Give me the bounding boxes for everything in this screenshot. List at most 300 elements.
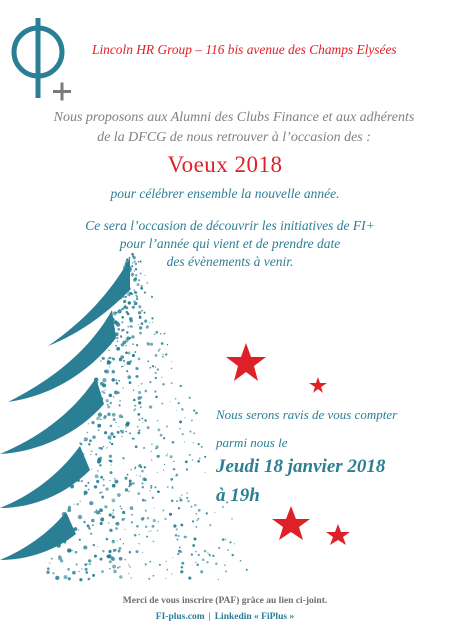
tree-dot xyxy=(134,291,137,294)
tree-dot xyxy=(166,561,167,562)
tree-dot xyxy=(170,401,171,402)
tree-dot xyxy=(155,366,156,367)
tree-dot xyxy=(215,562,218,565)
tree-dot xyxy=(231,518,233,520)
tree-dot xyxy=(145,390,148,393)
tree-dot xyxy=(138,305,141,308)
tree-dot xyxy=(112,540,115,543)
tree-dot xyxy=(118,426,119,427)
tree-dot xyxy=(131,577,132,578)
tree-dot xyxy=(144,419,146,421)
tree-dot xyxy=(152,525,155,528)
event-date: Jeudi 18 janvier 2018 xyxy=(216,456,386,477)
tree-dot xyxy=(204,550,207,553)
tree-dot xyxy=(209,554,211,556)
tree-dot xyxy=(116,312,118,314)
tree-dot xyxy=(109,394,113,398)
tree-dot xyxy=(222,538,225,541)
tree-dot xyxy=(71,550,73,552)
tree-dot xyxy=(60,559,63,562)
tree-dot xyxy=(111,318,115,322)
tree-dot xyxy=(113,509,115,511)
tree-dot xyxy=(51,558,53,560)
tree-dot xyxy=(138,358,141,361)
tree-dot xyxy=(118,380,120,382)
tree-dot xyxy=(164,333,166,335)
tree-dot xyxy=(138,534,139,535)
tree-dot xyxy=(176,538,178,540)
tree-dot xyxy=(128,564,129,565)
tree-dot xyxy=(140,261,142,263)
tree-dot xyxy=(112,565,116,569)
tree-dot xyxy=(227,549,229,551)
tree-dot xyxy=(151,296,153,298)
tree-dot xyxy=(140,406,142,408)
tree-dot xyxy=(157,428,160,431)
tree-dot xyxy=(85,568,88,571)
tree-dot xyxy=(218,579,219,580)
tree-dot xyxy=(94,485,97,488)
tree-dot xyxy=(78,571,79,572)
tree-dot xyxy=(137,431,140,434)
tree-dot xyxy=(101,391,103,393)
tree-dot xyxy=(91,519,95,523)
tree-dot xyxy=(78,515,82,519)
tree-dot xyxy=(184,417,185,418)
tree-dot xyxy=(123,300,126,303)
tree-dot xyxy=(144,291,146,293)
tree-dot xyxy=(125,431,127,433)
tree-dot xyxy=(62,541,63,542)
tree-dot xyxy=(123,366,124,367)
tree-dot xyxy=(83,472,84,473)
tree-dot xyxy=(128,491,130,493)
tree-dot xyxy=(115,379,117,381)
tree-dot xyxy=(121,508,123,510)
tree-dot xyxy=(181,566,184,569)
tree-dot xyxy=(112,512,113,513)
tree-dot xyxy=(100,382,104,386)
tree-dot xyxy=(141,418,143,420)
tree-dot xyxy=(126,258,129,261)
tree-dot xyxy=(141,482,143,484)
tree-dot xyxy=(163,354,164,355)
tree-dot xyxy=(84,563,87,566)
tree-dot xyxy=(117,340,119,342)
tree-dot xyxy=(123,360,125,362)
tree-dot xyxy=(176,473,178,475)
tree-dot xyxy=(119,400,121,402)
tree-dot xyxy=(125,273,127,275)
tree-dot xyxy=(162,509,164,511)
tree-dot xyxy=(125,488,128,491)
tree-dot xyxy=(112,499,116,503)
tree-dot xyxy=(119,404,121,406)
tree-dot xyxy=(129,432,131,434)
tree-dot xyxy=(107,405,110,408)
tree-dot xyxy=(125,559,126,560)
tree-dot xyxy=(144,563,146,565)
tree-dot xyxy=(149,381,151,383)
footer-links xyxy=(0,612,450,622)
tree-dot xyxy=(125,262,128,265)
tree-dot xyxy=(146,536,148,538)
tree-dot xyxy=(132,262,134,264)
tree-dot xyxy=(123,296,125,298)
tree-dot xyxy=(86,432,88,434)
tree-dot xyxy=(150,487,152,489)
tree-dot xyxy=(91,421,94,424)
tree-dot xyxy=(113,396,115,398)
tree-dot xyxy=(119,282,122,285)
tree-dot xyxy=(150,451,151,452)
tree-dot xyxy=(95,474,99,478)
tree-dot xyxy=(129,287,131,289)
tree-dot xyxy=(153,519,156,522)
tree-dot xyxy=(109,560,112,563)
tree-dot xyxy=(116,337,118,339)
tree-dot xyxy=(102,357,105,360)
tree-dot xyxy=(195,513,197,515)
tree-dot xyxy=(142,499,145,502)
tree-dot xyxy=(109,357,111,359)
tree-dot xyxy=(157,530,158,531)
tree-dot xyxy=(161,342,164,345)
tree-dot xyxy=(97,470,99,472)
tree-dot xyxy=(139,332,142,335)
tree-dot xyxy=(74,504,75,505)
tree-dot xyxy=(128,268,132,272)
tree-dot xyxy=(132,354,135,357)
tree-dot xyxy=(207,552,208,553)
tree-dot xyxy=(109,480,110,481)
tree-dot xyxy=(95,453,97,455)
tree-dot xyxy=(155,448,157,450)
tree-dot xyxy=(111,443,113,445)
tree-dot xyxy=(171,500,174,503)
tree-dot xyxy=(115,345,117,347)
tree-dot xyxy=(127,361,131,365)
tree-dot xyxy=(212,555,214,557)
tree-dot xyxy=(195,526,197,528)
tree-dot xyxy=(132,306,135,309)
tree-dot xyxy=(89,501,93,505)
tree-dot xyxy=(108,438,109,439)
tree-dot xyxy=(126,284,129,287)
tree-dot xyxy=(197,460,200,463)
tree-dot xyxy=(116,322,120,326)
tree-dot xyxy=(145,500,147,502)
pleased-line: Nous serons ravis de vous compter xyxy=(216,407,398,422)
tree-dot xyxy=(103,484,105,486)
tree-dot xyxy=(147,360,149,362)
tree-dot xyxy=(126,422,130,426)
tree-dot xyxy=(121,436,122,437)
tree-dot xyxy=(192,520,194,522)
tree-dot xyxy=(188,577,191,580)
tree-dot xyxy=(181,408,183,410)
tree-dot xyxy=(120,538,121,539)
tree-dot xyxy=(140,272,142,274)
tree-dot xyxy=(116,522,120,526)
tree-dot xyxy=(79,539,81,541)
tree-dot xyxy=(117,328,120,331)
tree-dot xyxy=(107,554,111,558)
tree-dot xyxy=(175,398,177,400)
tree-dot xyxy=(93,406,96,409)
celebrate-line: pour célébrer ensemble la nouvelle année. xyxy=(110,186,340,201)
tree-dot xyxy=(142,552,143,553)
website-link[interactable]: FI-plus.com xyxy=(155,612,205,622)
tree-dot xyxy=(195,551,196,552)
tree-dot xyxy=(137,396,141,400)
tree-dot xyxy=(64,575,68,579)
register-line: Merci de vous inscrire (PAF) grâce au lien ci-joint. xyxy=(122,596,328,606)
tree-dot xyxy=(94,381,97,384)
tree-dot xyxy=(179,420,182,423)
tree-dot xyxy=(124,518,125,519)
tree-dot xyxy=(120,355,124,359)
tree-dot xyxy=(109,442,111,444)
tree-dot xyxy=(89,439,92,442)
tree-dot xyxy=(119,547,122,550)
tree-dot xyxy=(115,527,118,530)
tree-dot xyxy=(132,482,135,485)
tree-dot xyxy=(142,517,145,520)
tree-dot xyxy=(75,551,78,554)
tree-dot xyxy=(139,326,142,329)
tree-dot xyxy=(240,560,242,562)
tree-dot xyxy=(129,258,130,259)
tree-dot xyxy=(101,496,104,499)
tree-dot xyxy=(186,536,187,537)
tree-dot xyxy=(109,513,112,516)
tree-dot xyxy=(145,510,147,512)
tree-dot xyxy=(108,550,111,553)
tree-dot xyxy=(84,437,88,441)
tree-dot xyxy=(125,529,126,530)
tree-dot xyxy=(141,322,144,325)
tree-dot xyxy=(113,549,116,552)
tree-dot xyxy=(100,401,102,403)
tree-dot xyxy=(60,527,62,529)
tree-dot xyxy=(81,480,83,482)
tree-dot xyxy=(176,500,178,502)
tree-dot xyxy=(195,562,196,563)
tree-dot xyxy=(131,253,134,256)
tree-dot xyxy=(130,325,132,327)
tree-dot xyxy=(215,512,216,513)
tree-dot xyxy=(130,506,134,510)
tree-dot xyxy=(159,564,161,566)
tree-dot xyxy=(122,511,125,514)
tree-dot xyxy=(209,524,211,526)
tree-dot xyxy=(143,447,145,449)
tree-dot xyxy=(129,317,133,321)
tree-dot xyxy=(117,540,118,541)
tree-dot xyxy=(83,545,87,549)
tree-dot xyxy=(148,531,149,532)
tree-dot xyxy=(232,554,234,556)
tree-dot xyxy=(186,497,188,499)
tree-dot xyxy=(109,471,112,474)
tree-dot xyxy=(134,270,135,271)
tree-dot xyxy=(121,343,124,346)
tree-dot xyxy=(166,425,168,427)
tree-dot xyxy=(133,289,135,291)
tree-dot xyxy=(161,377,162,378)
tree-dot xyxy=(98,413,102,417)
tree-dot xyxy=(147,326,148,327)
tree-dot xyxy=(173,461,174,462)
tree-dot xyxy=(96,510,100,514)
tree-dot xyxy=(171,361,172,362)
tree-dot xyxy=(246,569,248,571)
tree-dot xyxy=(113,436,116,439)
tree-dot xyxy=(150,485,152,487)
tree-dot xyxy=(95,391,99,395)
tree-dot xyxy=(134,405,136,407)
tree-dot xyxy=(87,525,90,528)
tree-dot xyxy=(110,425,113,428)
tree-dot xyxy=(94,555,97,558)
tree-dot xyxy=(179,499,182,502)
tree-dot xyxy=(192,459,194,461)
tree-dot xyxy=(47,567,50,570)
tree-dot xyxy=(155,377,157,379)
tree-dot xyxy=(155,331,158,334)
tree-dot xyxy=(105,370,109,374)
tree-dot xyxy=(147,342,150,345)
tree-dot xyxy=(90,454,91,455)
tree-dot xyxy=(100,522,103,525)
tree-dot xyxy=(135,445,138,448)
tree-dot xyxy=(74,527,78,531)
tree-dot xyxy=(77,464,79,466)
tree-dot xyxy=(150,343,153,346)
tree-dot xyxy=(99,558,102,561)
fi-plus-logo xyxy=(4,10,80,102)
tree-dot xyxy=(171,382,173,384)
tree-dot xyxy=(146,282,148,284)
tree-dot xyxy=(112,515,115,518)
tree-dot xyxy=(65,537,68,540)
tree-dot xyxy=(121,321,123,323)
tree-dot xyxy=(93,544,95,546)
tree-dot xyxy=(102,378,106,382)
tree-dot xyxy=(108,350,109,351)
tree-dot xyxy=(84,467,86,469)
tree-dot xyxy=(134,302,137,305)
tree-dot xyxy=(138,543,139,544)
tree-dot xyxy=(96,480,99,483)
tree-dot xyxy=(205,472,206,473)
tree-dot xyxy=(99,492,101,494)
tree-dot xyxy=(103,446,104,447)
tree-dot xyxy=(149,561,151,563)
tree-dot xyxy=(89,406,91,408)
tree-dot xyxy=(104,389,105,390)
tree-dot xyxy=(114,311,116,313)
tree-dot xyxy=(125,345,126,346)
tree-dot xyxy=(110,439,111,440)
tree-dot xyxy=(180,385,182,387)
tree-dot xyxy=(109,455,112,458)
tree-dot xyxy=(122,281,126,285)
tree-dot xyxy=(171,368,173,370)
star-icon xyxy=(309,377,327,393)
tree-dot xyxy=(201,446,203,448)
tree-dot xyxy=(72,571,76,575)
tree-dot xyxy=(122,387,123,388)
tree-dot xyxy=(122,289,126,293)
tree-dot xyxy=(178,402,180,404)
tree-dot xyxy=(137,413,140,416)
tree-dot xyxy=(68,577,71,580)
tree-dot xyxy=(136,525,139,528)
tree-dot xyxy=(99,392,101,394)
tree-dot xyxy=(138,391,141,394)
tree-dot xyxy=(132,343,134,345)
tree-dot xyxy=(115,332,119,336)
tree-dot xyxy=(152,365,154,367)
tree-dot xyxy=(137,283,140,286)
tree-dot xyxy=(56,543,60,547)
tree-dot xyxy=(101,397,104,400)
tree-dot xyxy=(88,423,89,424)
tree-dot xyxy=(202,559,205,562)
tree-dot xyxy=(87,563,88,564)
tree-dot xyxy=(121,298,122,299)
tree-dot xyxy=(234,543,235,544)
tree-dot xyxy=(112,484,116,488)
tree-dot xyxy=(137,426,139,428)
tree-dot xyxy=(134,410,135,411)
tree-dot xyxy=(173,524,176,527)
tree-dot xyxy=(97,457,101,461)
tree-dot xyxy=(138,279,140,281)
tree-dot xyxy=(126,370,128,372)
tree-dot xyxy=(49,562,50,563)
tree-dot xyxy=(173,468,175,470)
tree-dot xyxy=(136,474,137,475)
tree-dot xyxy=(114,480,118,484)
tree-dot xyxy=(131,273,135,277)
tree-dot xyxy=(197,518,199,520)
tree-dot xyxy=(138,311,141,314)
tree-dot xyxy=(121,308,123,310)
tree-dot xyxy=(106,399,109,402)
tree-dot xyxy=(193,433,195,435)
tree-dot xyxy=(110,465,111,466)
tree-dot xyxy=(119,414,123,418)
tree-dot xyxy=(119,566,121,568)
linkedin-link[interactable]: Linkedin « FiPlus » xyxy=(214,612,295,622)
tree-dot xyxy=(206,512,208,514)
tree-dot xyxy=(129,480,132,483)
tree-dot xyxy=(196,563,199,566)
tree-dot xyxy=(125,352,128,355)
tree-dot xyxy=(138,261,140,263)
tree-dot xyxy=(73,467,75,469)
intro-line-2: de la DFCG de nous retrouver à l’occasion des : xyxy=(97,130,371,145)
tree-dot xyxy=(149,367,151,369)
footer-separator: | xyxy=(208,612,211,622)
tree-dot xyxy=(63,541,66,544)
tree-dot xyxy=(206,561,208,563)
tree-dot xyxy=(193,442,194,443)
tree-dot xyxy=(98,429,100,431)
